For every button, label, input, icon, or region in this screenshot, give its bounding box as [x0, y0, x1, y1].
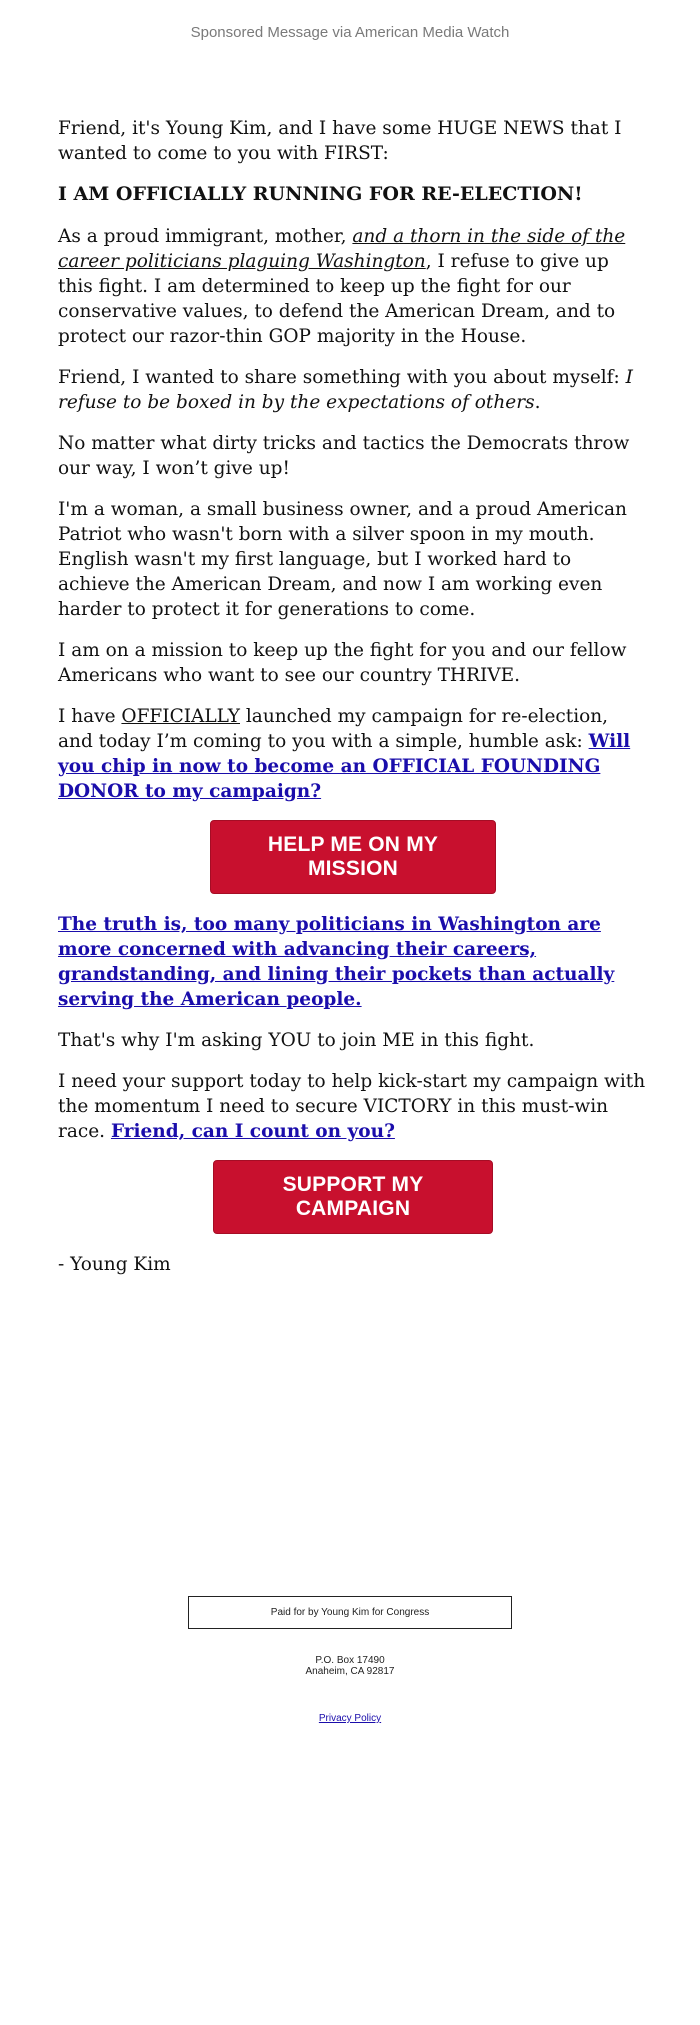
boxed-in-text-start: Friend, I wanted to share something with you about myself: — [58, 367, 626, 388]
dirty-tricks-paragraph: No matter what dirty tricks and tactics the Democrats throw our way, I won’t give up! — [58, 433, 630, 479]
boxed-in-text-end: . — [534, 392, 541, 413]
ask-text-middle: launched my campaign for re-election, and today I’m coming to you with a simple, humble ask: — [58, 706, 609, 752]
address-line-2: Anaheim, CA 92817 — [305, 1666, 395, 1677]
immigrant-text-end: , I refuse to give up this fight. I am determined to keep up the fight for our conservative values, to defend the American Dream, and to protect our razor-thin GOP majority in the House. — [58, 251, 616, 347]
mission-paragraph: I am on a mission to keep up the fight for you and our fellow Americans who want to see our country THRIVE. — [58, 640, 627, 686]
support-paragraph — [58, 1069, 648, 1144]
footer — [0, 1596, 700, 1724]
signature: - Young Kim — [58, 1254, 171, 1275]
headline: I AM OFFICIALLY RUNNING FOR RE-ELECTION! — [58, 183, 583, 205]
boxed-in-paragraph — [58, 365, 648, 415]
background-paragraph: I'm a woman, a small business owner, and a proud American Patriot who wasn't born with a silver spoon in my mouth. English wasn't my first language, but I worked hard to achieve the American Dream, and now I am working even harder to protect it for generations to come. — [58, 499, 627, 620]
address-line-1: P.O. Box 17490 — [315, 1655, 385, 1666]
cta-support-wrapper — [58, 1160, 648, 1234]
career-politicians-link[interactable]: and a thorn in the side of the career politicians plaguing Washington — [58, 226, 626, 272]
officially-underlined: OFFICIALLY — [121, 706, 240, 727]
paid-for-disclaimer: Paid for by Young Kim for Congress — [188, 1596, 512, 1629]
boxed-in-emphasis: I refuse to be boxed in by the expectations of others — [58, 367, 633, 413]
truth-link[interactable]: The truth is, too many politicians in Washington are more concerned with advancing their careers, grandstanding, and lining their pockets than actually serving the American people. — [58, 914, 615, 1010]
email-body — [58, 116, 648, 1293]
privacy-section — [0, 1713, 700, 1724]
mailing-address — [0, 1655, 700, 1677]
support-text: I need your support today to help kick-start my campaign with the momentum I need to secure VICTORY in this must-win race. — [58, 1071, 646, 1142]
truth-paragraph — [58, 912, 648, 1012]
intro-paragraph: Friend, it's Young Kim, and I have some HUGE NEWS that I wanted to come to you with FIRST: — [58, 118, 622, 164]
sponsor-notice: Sponsored Message via American Media Watch — [190, 24, 510, 41]
immigrant-text-start: As a proud immigrant, mother, — [58, 226, 353, 247]
join-paragraph: That's why I'm asking YOU to join ME in this fight. — [58, 1030, 535, 1051]
immigrant-paragraph — [58, 224, 648, 349]
ask-paragraph — [58, 704, 648, 804]
cta-mission-wrapper — [58, 820, 648, 894]
privacy-policy-link[interactable]: Privacy Policy — [318, 1713, 382, 1724]
count-on-you-link[interactable]: Friend, can I count on you? — [110, 1121, 395, 1142]
support-my-campaign-button[interactable]: SUPPORT MY CAMPAIGN — [213, 1160, 493, 1234]
founding-donor-link[interactable]: Will you chip in now to become an OFFICIAL FOUNDING DONOR to my campaign? — [58, 731, 631, 802]
ask-text-start: I have — [58, 706, 122, 727]
help-me-on-my-mission-button[interactable]: HELP ME ON MY MISSION — [210, 820, 496, 894]
